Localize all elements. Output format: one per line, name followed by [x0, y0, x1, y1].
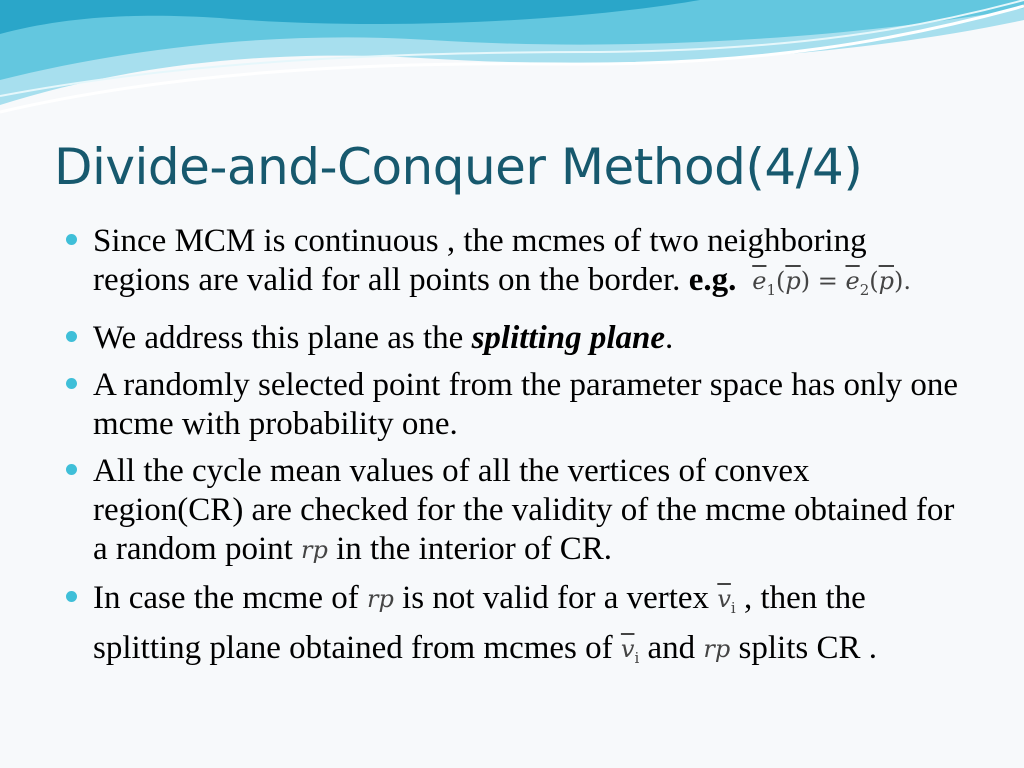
bullet-item-1: [60, 222, 960, 311]
math-rp: rp: [703, 634, 731, 663]
bullet-item-3: [60, 366, 960, 444]
bullet-text-5: In case the mcme of rp is not valid for a vertex $\overline{v}_i$ , then the splitting plane obtained from mcmes of $\overline{v}_i$ and rp splits CR .: [93, 579, 960, 679]
slide-title: Divide-and-Conquer Method(4/4): [54, 138, 863, 196]
splitting-plane-term: splitting plane: [471, 319, 666, 356]
bullet-dot-icon: [66, 234, 77, 245]
bullet-dot-icon: [66, 378, 77, 389]
header-wave-decoration: [0, 0, 1024, 120]
math-rp: rp: [301, 535, 328, 564]
bullet-item-2: [60, 319, 960, 358]
bullet-text-2: We address this plane as the splitting plane.: [93, 319, 674, 356]
math-rp: rp: [366, 584, 394, 613]
bullet-dot-icon: [66, 331, 77, 342]
bullet-item-5: [60, 579, 960, 679]
math-vi: $\overline{v}_i$: [620, 634, 640, 667]
bullet-text-3: A randomly selected point from the parameter space has only one mcme with probability one.: [93, 366, 959, 442]
bullet-text-4: All the cycle mean values of all the vertices of convex region(CR) are checked for the validity of the mcme obtained for a random point rp in the interior of CR.: [93, 452, 960, 571]
bullet-list: [60, 222, 960, 686]
bullet-text-1: Since MCM is continuous , the mcmes of two neighboring regions are valid for all points on the border. e.g. $\overline{e}_1(\overline{p}) = \overline{e}_2(\overline{p})$.: [93, 222, 960, 311]
eg-label: e.g.: [688, 262, 737, 298]
bullet-dot-icon: [66, 464, 77, 475]
bullet-item-4: [60, 452, 960, 571]
math-vi: $\overline{v}_i$: [717, 584, 736, 617]
bullet-dot-icon: [66, 591, 77, 602]
equation-e1p-e2p: $\overline{e}_1(\overline{p}) = \overline{e}_2(\overline{p})$.: [752, 267, 912, 299]
